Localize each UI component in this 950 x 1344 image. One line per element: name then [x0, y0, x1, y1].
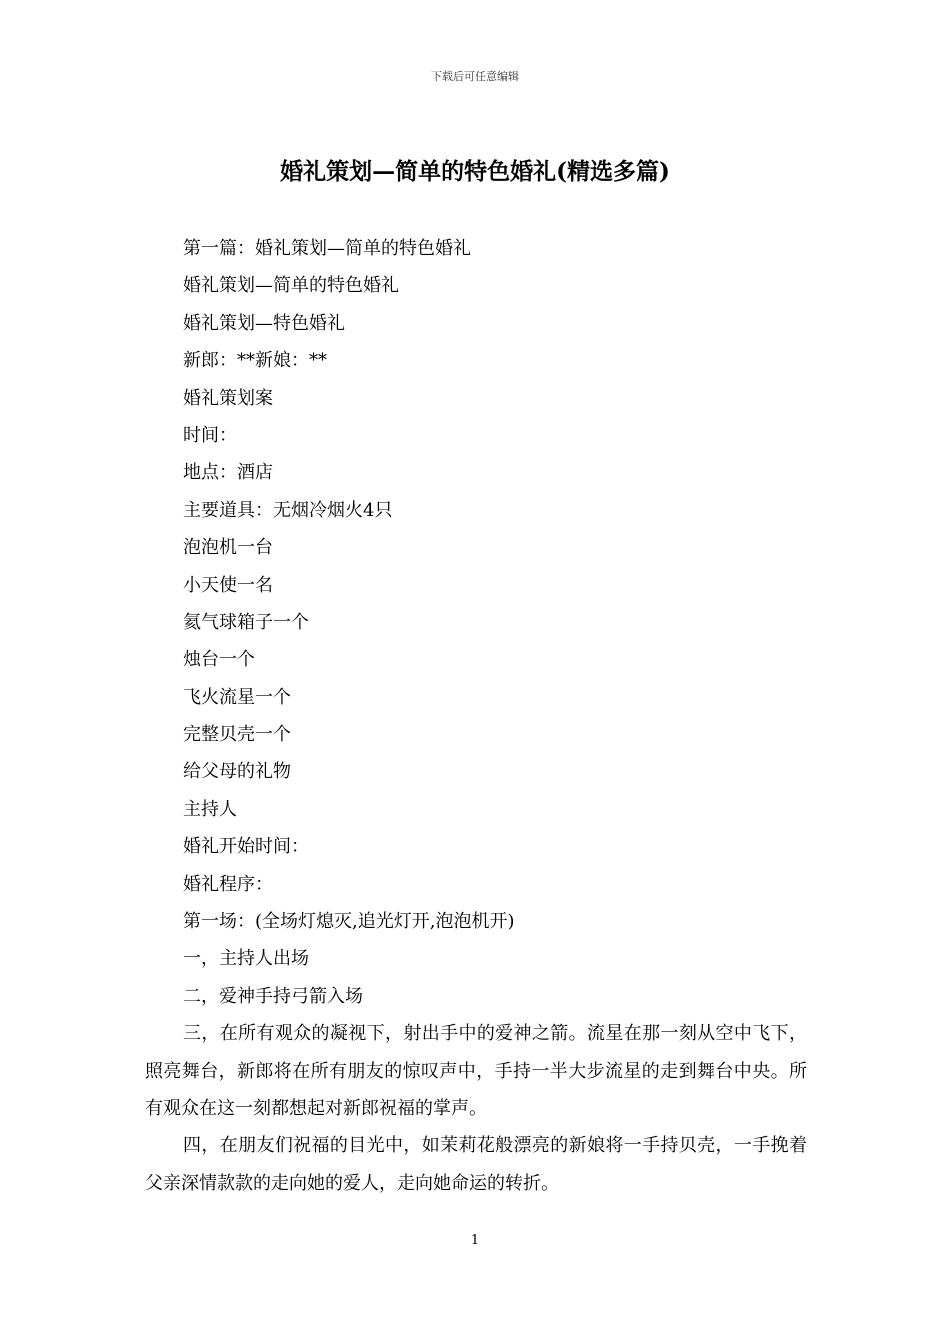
text-line: 主要道具：无烟冷烟火4只: [183, 499, 393, 521]
text-line: 第一场：(全场灯熄灭,追光灯开,泡泡机开): [183, 911, 515, 933]
text-line: 二，爱神手持弓箭入场: [183, 985, 363, 1007]
text-line: 氦气球箱子一个: [183, 611, 309, 633]
text-line: 新郎：**新娘：**: [183, 350, 327, 372]
header-note: 下载后可任意编辑: [431, 70, 519, 83]
text-line: 泡泡机一台: [183, 537, 273, 559]
text-line: 婚礼开始时间：: [183, 836, 309, 858]
text-line: 第一篇：婚礼策划—简单的特色婚礼: [183, 238, 471, 259]
text-line: 时间：: [183, 424, 237, 446]
text-line: 地点：酒店: [183, 462, 273, 484]
page-number: 1: [470, 1233, 480, 1248]
paragraph: 三，在所有观众的凝视下，射出手中的爱神之箭。流星在那一刻从空中飞下，照亮舞台，新郎将在所有朋友的惊叹声中，手持一半大步流星的走到舞台中央。所有观众在这一刻都想起对新郎祝福的掌声。: [145, 1023, 807, 1120]
document-body: [145, 230, 807, 1202]
text-line: 婚礼策划案: [183, 387, 273, 409]
text-line: 婚礼程序：: [183, 873, 273, 895]
text-line: 飞火流星一个: [183, 686, 291, 708]
text-line: 婚礼策划—特色婚礼: [183, 312, 345, 334]
text-line: 主持人: [183, 798, 237, 820]
text-line: 小天使一名: [183, 574, 273, 596]
text-line: 烛台一个: [183, 649, 255, 671]
text-line: 婚礼策划—简单的特色婚礼: [183, 275, 399, 297]
paragraph: 四，在朋友们祝福的目光中，如茉莉花般漂亮的新娘将一手持贝壳，一手挽着父亲深情款款的走向她的爱人，走向她命运的转折。: [145, 1135, 807, 1194]
document-title: 婚礼策划—简单的特色婚礼(精选多篇): [280, 158, 670, 185]
text-line: 完整贝壳一个: [183, 724, 291, 746]
text-line: 一，主持人出场: [183, 948, 309, 970]
text-line: 给父母的礼物: [183, 761, 291, 783]
